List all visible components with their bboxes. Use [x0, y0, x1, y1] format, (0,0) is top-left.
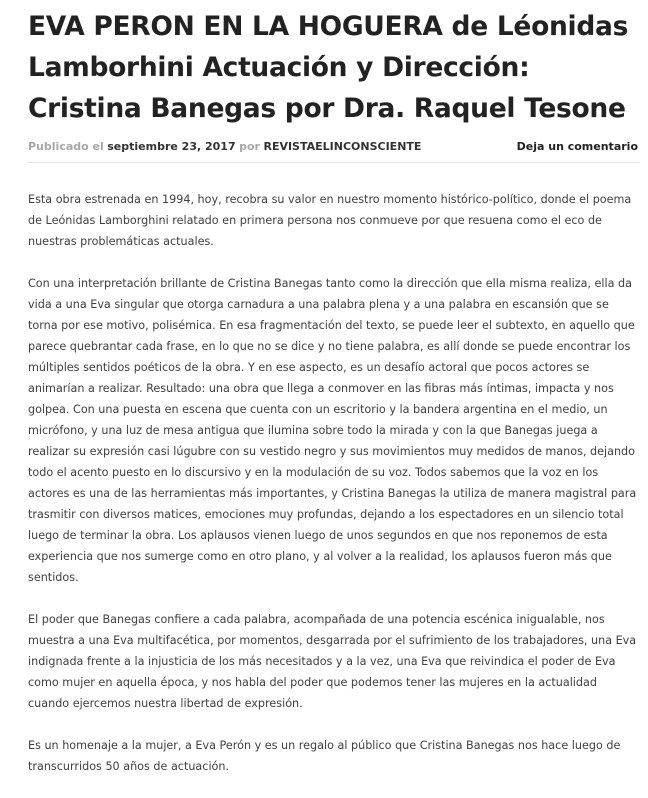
by-label: por: [239, 140, 260, 153]
published-label: Publicado el: [28, 140, 104, 153]
paragraph: El poder que Banegas confiere a cada palabra, acompañada de una potencia escénica inigualable, nos muestra a una Eva multifacética, por momentos, desgarrada por el sufrimiento de los trabajadores, una Eva indignada frente a la injusticia de los más necesitados y a la vez, una Eva que reivindica el poder de Eva como mujer en aquella época, y nos habla del poder que podemos tener las mujeres en la actualidad cuando ejercemos nuestra libertad de expresión.: [28, 613, 637, 710]
paragraph: Es un homenaje a la mujer, a Eva Perón y es un regalo al público que Cristina Banegas nos hace luego de transcurridos 50 años de actuación.: [28, 739, 621, 773]
author-link[interactable]: REVISTAELINCONSCIENTE: [263, 140, 422, 153]
post-date-link[interactable]: septiembre 23, 2017: [107, 140, 236, 153]
paragraph: Esta obra estrenada en 1994, hoy, recobra su valor en nuestro momento histórico-político, donde el poema de Leónidas Lamborghini relatado en primera persona nos conmueve por que resuena como el eco de nuestras problemáticas actuales.: [28, 193, 632, 248]
paragraph: Con una interpretación brillante de Cristina Banegas tanto como la dirección que ella misma realiza, ella da vida a una Eva singular que otorga carnadura a una palabra plena y a una palabra en escansión que se torna por ese motivo, polisémica. En esa fragmentación del texto, se puede leer el subtexto, en aquello que parece quebrantar cada frase, en lo que no se dice y no tiene palabra, es allí donde se puede encontrar los múltiples sentidos poéticos de la obra. Y en ese aspecto, es un desafío actoral que pocos actores se animarían a realizar. Resultado: una obra que llega a conmover en las fibras más íntimas, impacta y nos golpea. Con una puesta en escena que cuenta con un escritorio y la bandera argentina en el medio, un micrófono, y una luz de mesa antigua que ilumina sobre todo la mirada y con la que Banegas juega a realizar su expresión casi lúgubre con su vestido negro y sus movimientos muy medidos de manos, dejando todo el acento puesto en lo discursivo y en la modulación de su voz. Todos sabemos que la voz en los actores es una de las herramientas más importantes, y Cristina Banegas la utiliza de manera magistral para trasmitir con diversos matices, emociones muy profundas, dejando a los espectadores en un silencio total luego de terminar la obra. Los aplausos vienen luego de unos segundos en que nos reponemos de esta experiencia que nos sumerge como en otro plano, y al volver a la realidad, los aplausos fueron más que sentidos.: [28, 277, 637, 584]
meta-divider: [28, 162, 640, 163]
post-meta: [28, 137, 640, 157]
leave-comment-link[interactable]: Deja un comentario: [516, 140, 638, 153]
post-title: EVA PERON EN LA HOGUERA de Léonidas Lamborhini Actuación y Dirección: Cristina Banegas por Dra. Raquel Tesone: [28, 11, 629, 124]
post-article: [28, 0, 640, 798]
post-content: [28, 189, 640, 777]
